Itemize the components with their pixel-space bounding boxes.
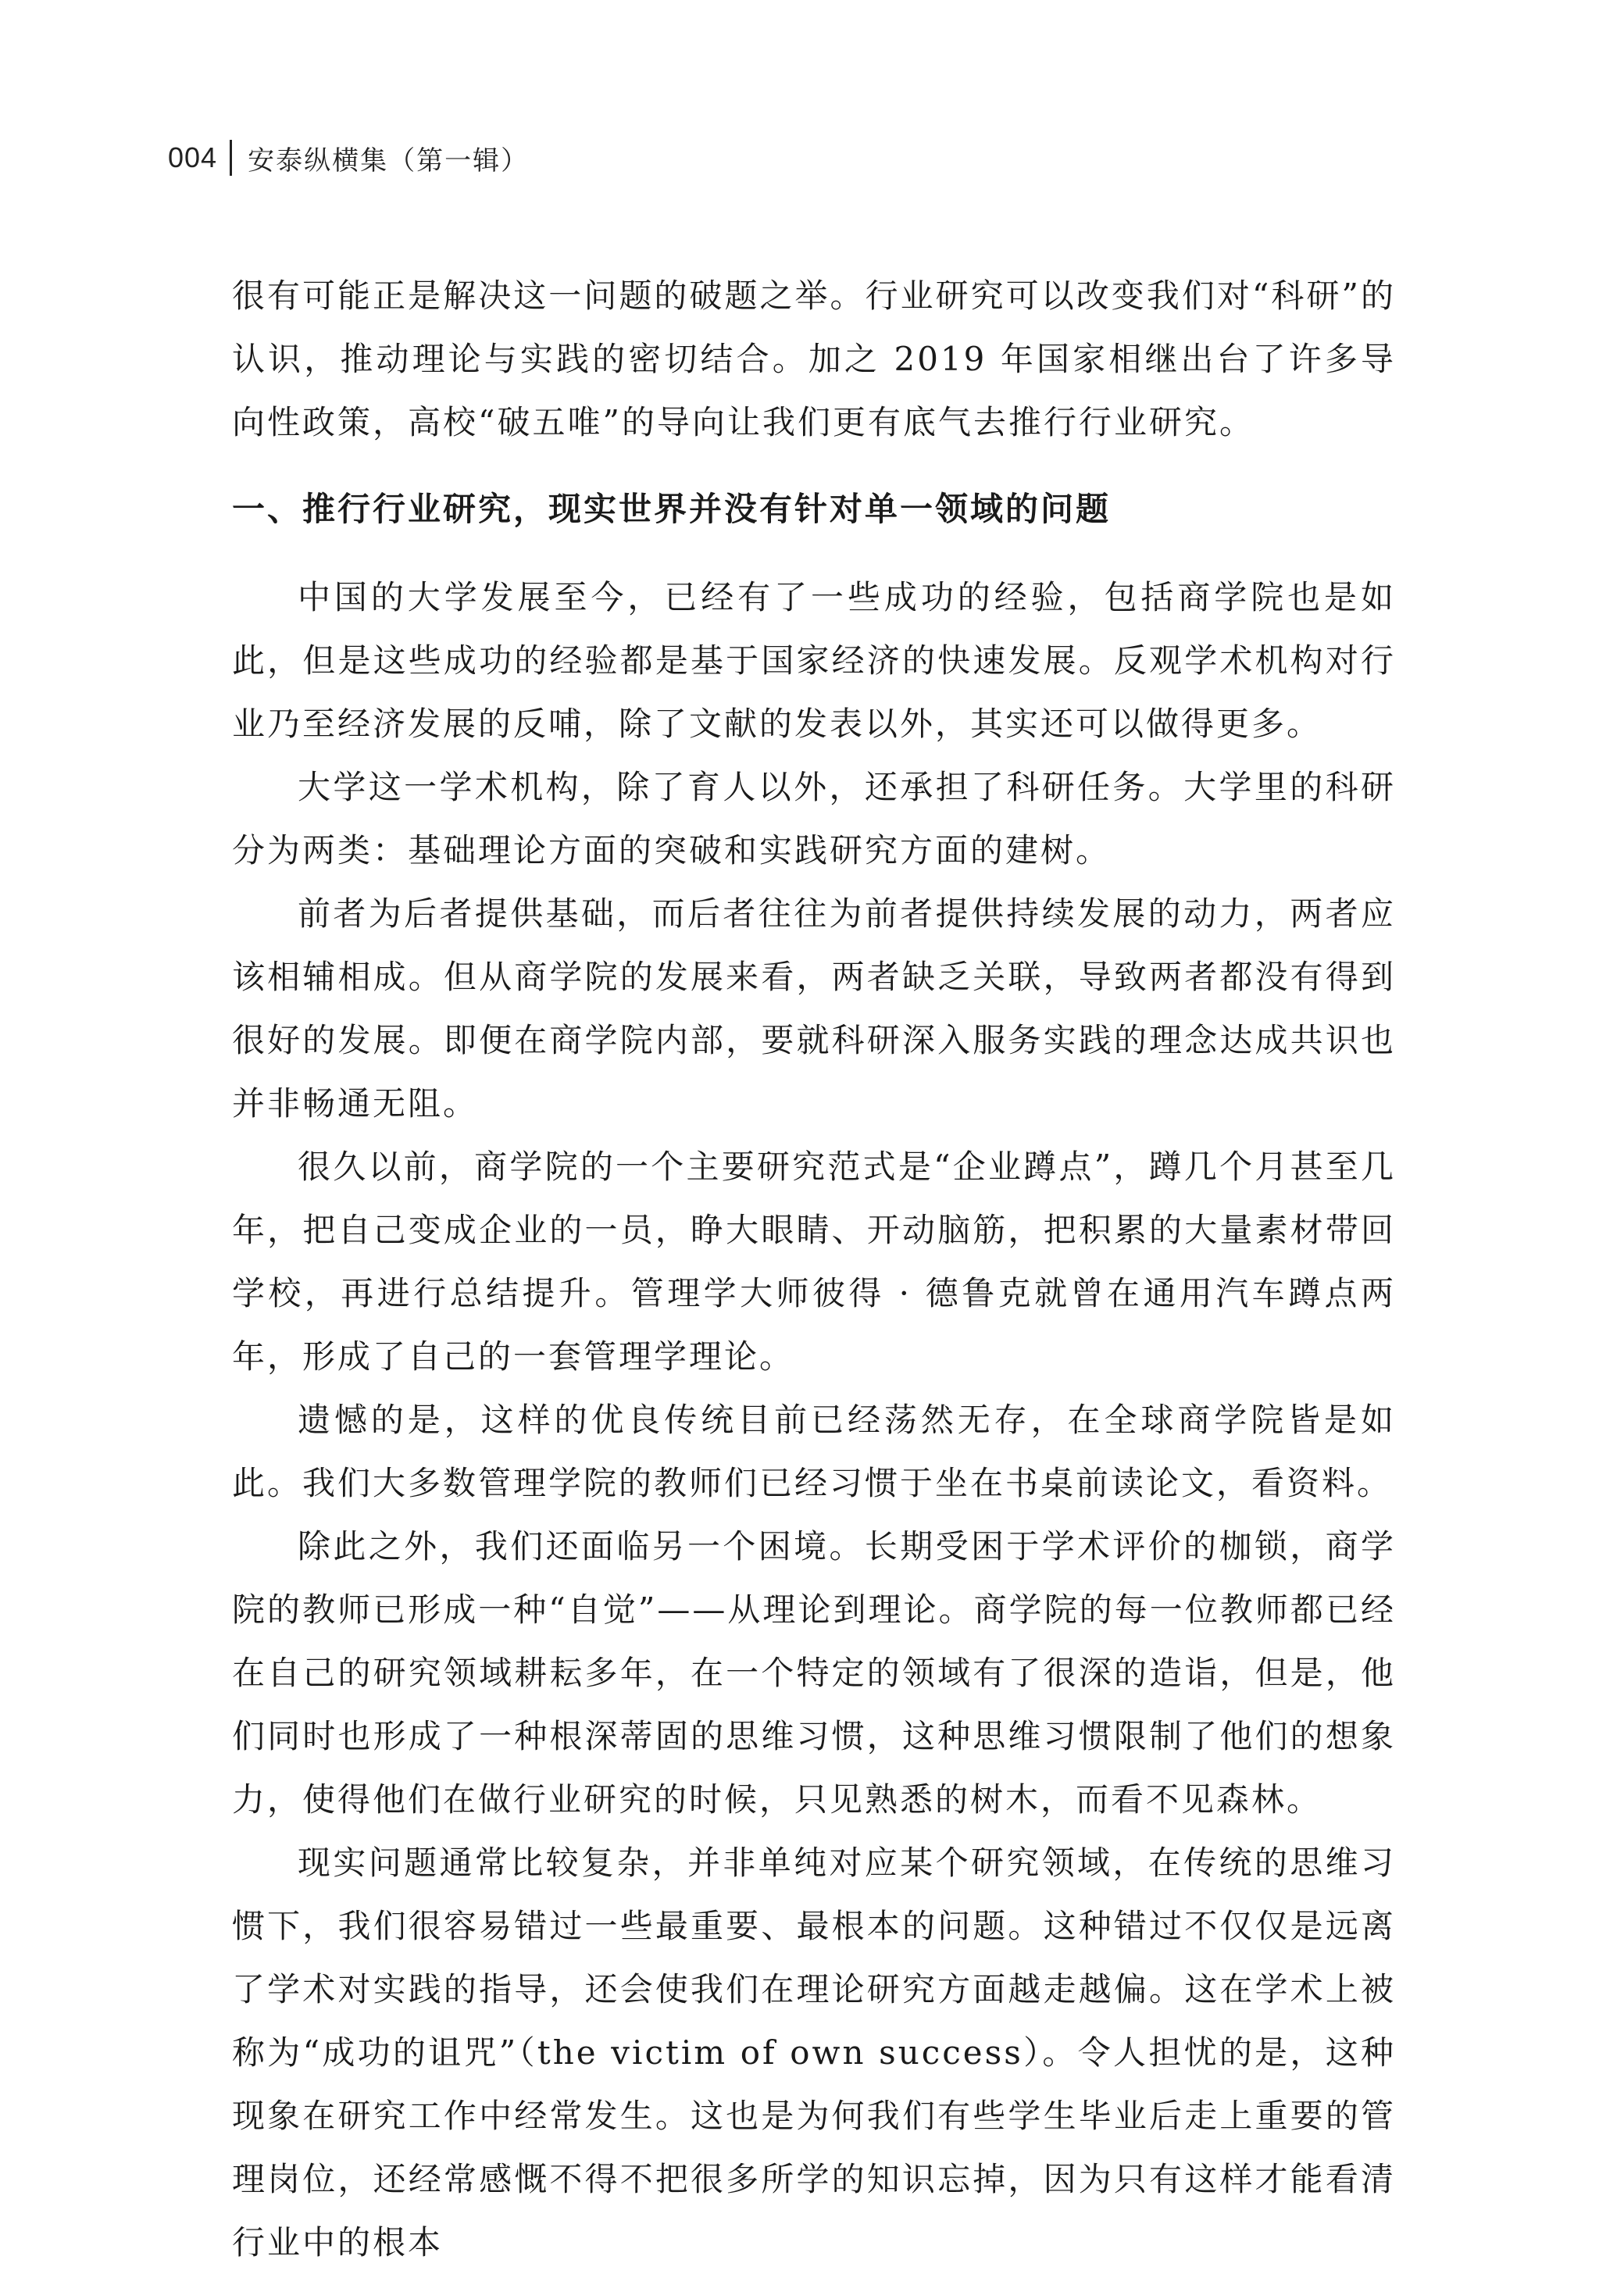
running-header (168, 134, 529, 181)
paragraph: 大学这一学术机构，除了育人以外，还承担了科研任务。大学里的科研分为两类：基础理论方面的突破和实践研究方面的建树。 (232, 768, 1396, 869)
header-divider (230, 140, 232, 176)
paragraph: 很久以前，商学院的一个主要研究范式是“企业蹲点”，蹲几个月甚至几年，把自己变成企业的一员，睁大眼睛、开动脑筋，把积累的大量素材带回学校，再进行总结提升。管理学大师彼得 · 德鲁克就曾在通用汽车蹲点两年，形成了自己的一套管理学理论。 (232, 1148, 1396, 1376)
paragraph: 遗憾的是，这样的优良传统目前已经荡然无存，在全球商学院皆是如此。我们大多数管理学院的教师们已经习惯于坐在书桌前读论文，看资料。 (232, 1401, 1396, 1502)
paragraph: 中国的大学发展至今，已经有了一些成功的经验，包括商学院也是如此，但是这些成功的经验都是基于国家经济的快速发展。反观学术机构对行业乃至经济发展的反哺，除了文献的发表以外，其实还可以做得更多。 (232, 578, 1396, 743)
opening-paragraph: 很有可能正是解决这一问题的破题之举。行业研究可以改变我们对“科研”的认识，推动理论与实践的密切结合。加之 2019 年国家相继出台了许多导向性政策，高校“破五唯”的导向让我们更有底气去推行行业研究。 (232, 277, 1396, 441)
page-body (232, 264, 1396, 2274)
book-title: 安泰纵横集（第一辑） (248, 145, 530, 177)
paragraph: 除此之外，我们还面临另一个困境。长期受困于学术评价的枷锁，商学院的教师已形成一种“自觉”——从理论到理论。商学院的每一位教师都已经在自己的研究领域耕耘多年，在一个特定的领域有了很深的造诣，但是，他们同时也形成了一种根深蒂固的思维习惯，这种思维习惯限制了他们的想象力，使得他们在做行业研究的时候，只见熟悉的树木，而看不见森林。 (232, 1527, 1396, 1819)
page-number: 004 (168, 141, 218, 173)
paragraph: 现实问题通常比较复杂，并非单纯对应某个研究领域，在传统的思维习惯下，我们很容易错过一些最重要、最根本的问题。这种错过不仅仅是远离了学术对实践的指导，还会使我们在理论研究方面越走越偏。这在学术上被称为“成功的诅咒”（the victim of own success）。令人担忧的是，这种现象在研究工作中经常发生。这也是为何我们有些学生毕业后走上重要的管理岗位，还经常感慨不得不把很多所学的知识忘掉，因为只有这样才能看清行业中的根本 (232, 1844, 1396, 2262)
section-heading: 一、推行行业研究，现实世界并没有针对单一领域的问题 (232, 490, 1112, 528)
paragraph: 前者为后者提供基础，而后者往往为前者提供持续发展的动力，两者应该相辅相成。但从商学院的发展来看，两者缺乏关联，导致两者都没有得到很好的发展。即便在商学院内部，要就科研深入服务实践的理念达成共识也并非畅通无阻。 (232, 894, 1396, 1123)
